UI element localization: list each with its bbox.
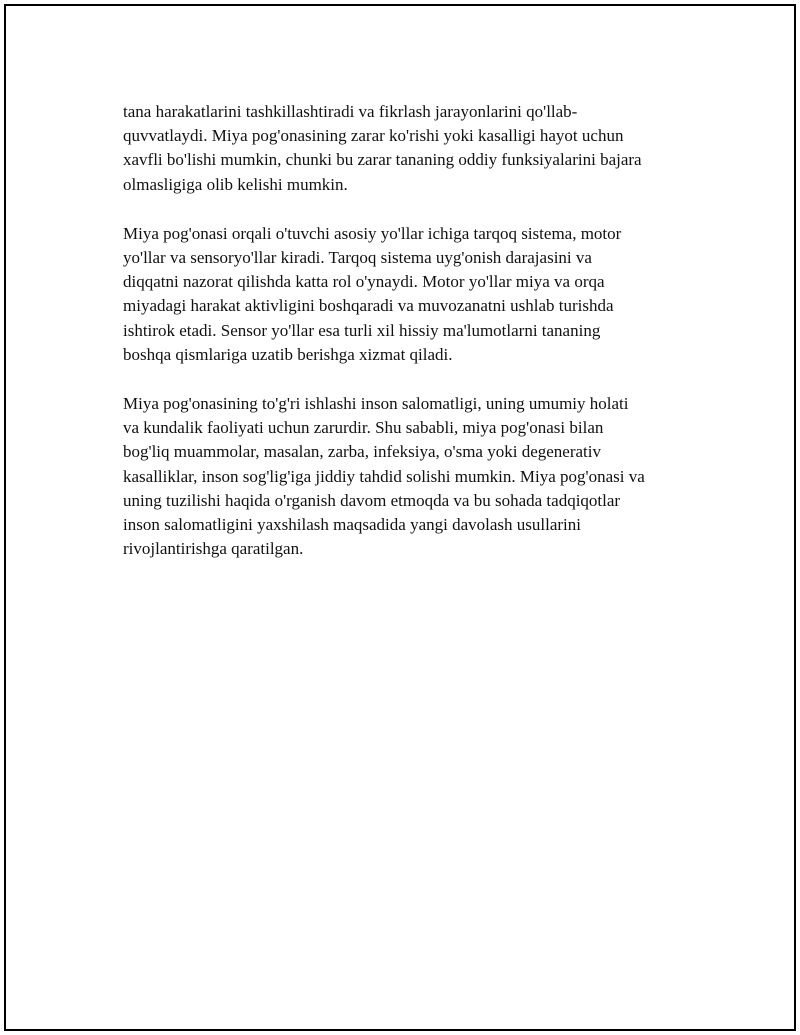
text-line: Miya pog'onasi orqali o'tuvchi asosiy yo'llar ichiga tarqoq sistema, motor: [123, 223, 622, 243]
text-line: tana harakatlarini tashkillashtiradi va fikrlash jarayonlarini qo'llab-: [123, 102, 578, 121]
text-line: kasalliklar, inson sog'lig'iga jiddiy tahdid solishi mumkin. Miya pog'onasi va: [123, 466, 645, 486]
page-frame: [4, 4, 796, 1031]
text-line: olmasligiga olib kelishi mumkin.: [123, 174, 348, 194]
text-line: inson salomatligini yaxshilash maqsadida yangi davolash usullarini: [123, 515, 581, 535]
paragraph-1: [123, 100, 703, 197]
text-line: boshqa qismlariga uzatib berishga xizmat qiladi.: [123, 344, 453, 364]
text-line: ishtirok etadi. Sensor yo'llar esa turli xil hissiy ma'lumotlarni tananing: [123, 320, 601, 340]
paragraph-3: [123, 392, 703, 561]
text-line: miyadagi harakat aktivligini boshqaradi va muvozanatni ushlab turishda: [123, 296, 614, 316]
text-line: quvvatlaydi. Miya pog'onasining zarar ko'rishi yoki kasalligi hayot uchun: [123, 126, 624, 146]
paragraph-2: [123, 222, 703, 367]
text-line: va kundalik faoliyati uchun zarurdir. Shu sababli, miya pog'onasi bilan: [123, 418, 604, 438]
text-line: bog'liq muammolar, masalan, zarba, infeksiya, o'sma yoki degenerativ: [123, 442, 601, 462]
text-line: yo'llar va sensoryo'llar kiradi. Tarqoq sistema uyg'onish darajasini va: [123, 248, 592, 268]
text-line: Miya pog'onasining to'g'ri ishlashi inson salomatligi, uning umumiy holati: [123, 394, 629, 414]
page-content: [123, 100, 703, 586]
text-line: rivojlantirishga qaratilgan.: [123, 539, 304, 559]
text-line: xavfli bo'lishi mumkin, chunki bu zarar tananing oddiy funksiyalarini bajara: [123, 150, 642, 170]
text-line: uning tuzilishi haqida o'rganish davom etmoqda va bu sohada tadqiqotlar: [123, 490, 621, 510]
text-line: diqqatni nazorat qilishda katta rol o'ynaydi. Motor yo'llar miya va orqa: [123, 272, 605, 292]
